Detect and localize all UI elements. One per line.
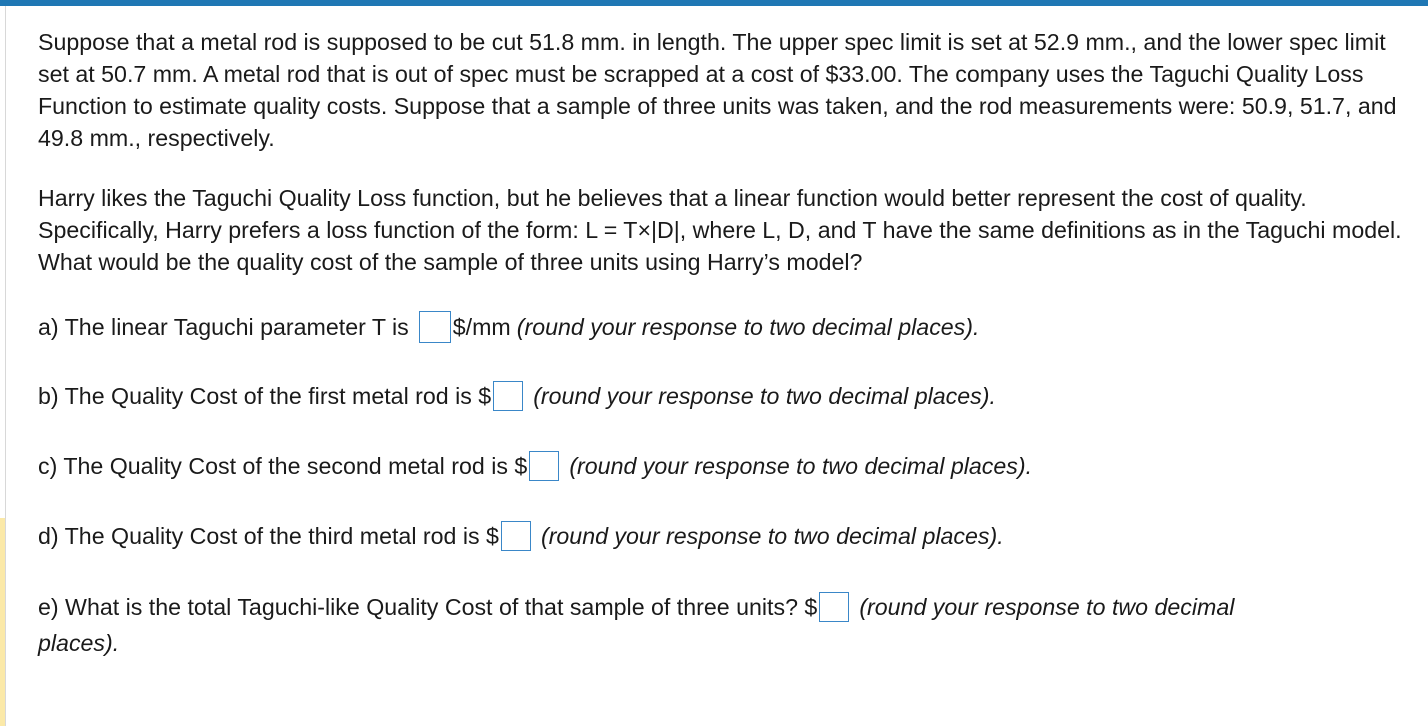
problem-paragraph-2: Harry likes the Taguchi Quality Loss function, but he believes that a linear function would better represent the cost of quality. Specifically, Harry prefers a loss function of the form: L = T×|D|, where L, D, and T have the same definitions as in the Taguchi model. What would be the quality cost of the sample of three units using Harry’s model? — [38, 185, 1402, 275]
question-e-hint: (round your response to two decimal — [859, 593, 1235, 620]
answer-e-input[interactable] — [819, 592, 849, 622]
question-d — [38, 521, 1004, 551]
question-a — [38, 311, 979, 343]
question-e — [38, 592, 1234, 622]
question-d-hint: (round your response to two decimal places). — [540, 522, 1004, 549]
question-b-hint: (round your response to two decimal places). — [533, 382, 996, 409]
problem-paragraph-1: Suppose that a metal rod is supposed to be cut 51.8 mm. in length. The upper spec limit is set at 52.9 mm., and the lower spec limit set at 50.7 mm. A metal rod that is out of spec must be scrapped at a cost of $33.00. The company uses the Taguchi Quality Loss Function to estimate quality costs. Suppose that a sample of three units was taken, and the rod measurements were: 50.9, 51.7, and 49.8 mm., respectively. — [38, 29, 1397, 151]
question-e-prefix: e) What is the total Taguchi-like Quality Cost of that sample of three units? $ — [38, 593, 818, 620]
left-highlight-marker — [0, 518, 5, 726]
answer-b-input[interactable] — [493, 381, 523, 411]
question-a-unit: $/mm — [452, 313, 511, 340]
question-a-hint: (round your response to two decimal places). — [516, 313, 980, 340]
question-d-prefix: d) The Quality Cost of the third metal rod is $ — [38, 522, 499, 549]
question-e-hint-continued: places). — [38, 630, 120, 656]
question-c-hint: (round your response to two decimal places). — [569, 452, 1033, 479]
question-b — [38, 381, 996, 411]
problem-text — [38, 26, 1410, 278]
left-rule — [5, 6, 6, 726]
question-c — [38, 451, 1032, 481]
top-accent-bar — [0, 0, 1428, 6]
question-c-prefix: c) The Quality Cost of the second metal rod is $ — [38, 452, 528, 479]
answer-a-input[interactable] — [419, 311, 451, 343]
question-b-prefix: b) The Quality Cost of the first metal rod is $ — [38, 382, 492, 409]
answer-d-input[interactable] — [501, 521, 531, 551]
question-a-prefix: a) The linear Taguchi parameter T is — [38, 313, 409, 340]
answer-c-input[interactable] — [529, 451, 559, 481]
